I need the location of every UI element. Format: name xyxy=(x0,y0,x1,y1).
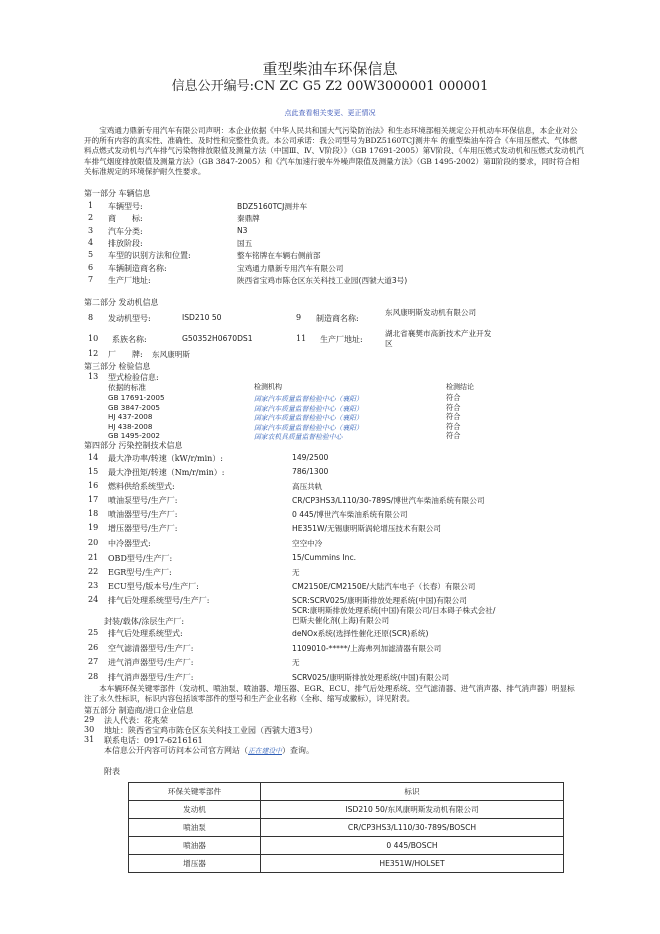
part1-title: 第一部分 车辆信息 xyxy=(84,189,151,198)
legal-rep: 法人代表：花兆荣 xyxy=(104,716,168,725)
test-org[interactable]: 国家汽车质量监督检验中心（襄阳） xyxy=(254,395,363,403)
website-link[interactable]: 正在建设中 xyxy=(248,747,282,755)
website-post: ）查询。 xyxy=(281,746,314,755)
appendix-title: 附表 xyxy=(104,767,120,776)
table-row xyxy=(129,855,564,873)
part-cell: 发动机 xyxy=(129,801,261,819)
n9: 9 xyxy=(296,313,302,322)
result: 符合 xyxy=(446,412,461,421)
phone: 联系电话：0917-6216161 xyxy=(104,736,203,745)
table-row xyxy=(129,801,564,819)
test-org[interactable]: 国家汽车质量监督检验中心（襄阳） xyxy=(254,404,363,413)
item-label: 汽车分类: xyxy=(108,226,143,236)
item-value: 宝鸡通力鼎新专用汽车有限公司 xyxy=(237,263,344,273)
item-number: 2 xyxy=(88,213,94,223)
company-address: 地址：陕西省宝鸡市陈仓区东关科技工业园（西虢大道3号） xyxy=(104,726,318,735)
item-number: 21 xyxy=(88,553,99,562)
address-label: 生产厂地址: xyxy=(320,335,363,344)
system-name: G50352H0670DS1 xyxy=(182,334,253,343)
table-row xyxy=(129,837,564,855)
item-value: 1109010-*****/上海弗列加滤清器有限公司 xyxy=(292,644,442,653)
item-number: 19 xyxy=(88,523,99,532)
part4-title: 第四部分 污染控制技术信息 xyxy=(84,441,183,450)
brand-label: 厂 牌: xyxy=(108,350,143,359)
item-value: 786/1300 xyxy=(292,467,329,476)
item-label: 车辆型号: xyxy=(108,202,143,211)
result: 符合 xyxy=(446,431,461,440)
item-number: 18 xyxy=(88,509,99,518)
item-label: 商 标: xyxy=(108,214,143,224)
part2-title: 第二部分 发动机信息 xyxy=(84,298,159,307)
item-value: 149/2500 xyxy=(292,453,329,462)
marking-note: 本车辆环保关键零部件（发动机、喷油泵、喷油器、增压器、EGR、ECU、排气后处理系统、空气滤清器、进气消声器、排气消声器）明显标注了永久性标识，标识内容包括该零部件的型号和生产企业名称（全称、缩写或徽标），详见附表。 xyxy=(84,684,575,704)
maker-label: 制造商名称: xyxy=(316,314,359,323)
engine-model-label: 发动机型号: xyxy=(108,314,151,323)
n12: 12 xyxy=(88,349,99,358)
item-value: SCRV025/康明斯排放处理系统(中国)有限公司 xyxy=(292,673,450,682)
item-number: 24 xyxy=(88,595,99,604)
item-number: 25 xyxy=(88,628,99,637)
standard: GB 17691-2005 xyxy=(108,393,165,402)
result: 符合 xyxy=(446,393,461,402)
header-mark: 标识 xyxy=(261,783,564,801)
mark-cell: 0 445/BOSCH xyxy=(261,837,564,855)
item-number: 3 xyxy=(88,225,94,235)
item-label: 空气滤清器型号/生产厂: xyxy=(108,644,194,653)
test-org[interactable]: 国家汽车质量监督检验中心（襄阳） xyxy=(254,414,363,422)
changes-link[interactable]: 点此查看相关变更、更正情况 xyxy=(284,109,376,117)
item-label: 封装/载体/涂层生产厂: xyxy=(104,617,185,626)
item-value: CR/CP3HS3/L110/30-789S/博世汽车柴油系统有限公司 xyxy=(292,496,485,505)
item-number: 26 xyxy=(88,643,99,652)
website-pre: 本信息公开内容可访问本公司官方网站（ xyxy=(104,746,248,755)
item-number: 6 xyxy=(88,262,94,272)
item-value: SCR:SCRV025/康明斯排放处理系统(中国)有限公司 xyxy=(292,596,467,605)
item-value: 高压共轨 xyxy=(292,482,323,491)
item-number: 15 xyxy=(88,467,99,476)
n31: 31 xyxy=(84,735,95,744)
item-label: 喷油器型号/生产厂: xyxy=(108,510,178,519)
test-org[interactable]: 国家汽车质量监督检验中心（襄阳） xyxy=(254,423,363,432)
item-value: HE351W/无锡康明斯涡轮增压技术有限公司 xyxy=(292,524,441,533)
test-org[interactable]: 国家农机具质量监督检验中心 xyxy=(254,433,343,441)
standard: HJ 438-2008 xyxy=(108,421,153,431)
item-label: 最大净功率/转速（kW/r/min）: xyxy=(108,454,223,463)
item-label: 排气后处理系统型号/生产厂: xyxy=(108,596,210,605)
n11: 11 xyxy=(296,334,307,343)
item-value: 整车铭牌在车辆右侧前部 xyxy=(237,251,321,261)
mark-cell: CR/CP3HS3/L110/30-789S/BOSCH xyxy=(261,819,564,837)
system-label: 系族名称: xyxy=(112,335,147,344)
item-number: 5 xyxy=(88,250,94,260)
header-org: 检测机构 xyxy=(254,383,282,391)
item-label: 最大净扭矩/转速（Nm/r/min）: xyxy=(108,468,225,477)
item-value: CM2150E/CM2150E/大陆汽车电子（长春）有限公司 xyxy=(292,582,476,591)
item-value: 陕西省宝鸡市陈仓区东关科技工业园(西虢大道3号) xyxy=(237,275,408,285)
item-label: EGR型号/生产厂: xyxy=(108,568,172,577)
item-value: 无 xyxy=(292,568,300,577)
standard: HJ 437-2008 xyxy=(108,412,153,421)
item-label: 排放阶段: xyxy=(108,238,143,248)
header-result: 检测结论 xyxy=(446,383,474,391)
part-cell: 喷油泵 xyxy=(129,819,261,837)
result: 符合 xyxy=(446,402,461,412)
info-number: 信息公开编号:CN ZC G5 Z2 00W3000001 000001 xyxy=(171,79,489,94)
inspection-sub: 型式检验信息: xyxy=(108,373,159,382)
header-standard: 依据的标准 xyxy=(108,383,146,392)
item-number: 7 xyxy=(88,274,94,284)
n10: 10 xyxy=(88,334,99,343)
item-number: 23 xyxy=(88,581,99,590)
item-value: 0 445/博世汽车柴油系统有限公司 xyxy=(292,510,408,519)
appendix-table xyxy=(128,782,564,873)
mark-cell: HE351W/HOLSET xyxy=(261,855,564,873)
item-label: 进气消声器型号/生产厂: xyxy=(108,658,194,667)
engine-brand: 东风康明斯 xyxy=(152,350,190,359)
item-value: 15/Cummins Inc. xyxy=(292,553,357,562)
item-label: 车型的识别方法和位置: xyxy=(108,251,191,261)
n30: 30 xyxy=(84,725,95,734)
engine-maker: 东风康明斯发动机有限公司 xyxy=(385,308,477,317)
table-row xyxy=(129,819,564,837)
item-value: 秦鼎牌 xyxy=(237,214,260,224)
header-part: 环保关键零部件 xyxy=(129,783,261,801)
item-label: 燃料供给系统型式: xyxy=(108,482,175,491)
item-number: 16 xyxy=(88,481,99,490)
item-number: 22 xyxy=(88,567,99,576)
engine-address: 湖北省襄樊市高新技术产业开发区 xyxy=(385,329,492,348)
statement: 宝鸡通力鼎新专用汽车有限公司声明：本企业依据《中华人民共和国大气污染防治法》和生态环境部相关规定公开机动车环保信息，本企业对公开的所有内容的真实性、准确性、及时性和完整性负责。本公司承诺：我公司型号为BDZ5160TCJ测井车 的重型柴油车符合《车用压燃式、气体燃料点燃式发动机与汽车排气污染物排放限值及测量方法（中国Ⅲ、Ⅳ、Ⅴ阶段）》（GB 17691-2005）第Ⅴ阶段、《车用压燃式发动机和压燃式发动机汽车排气烟度排放限值及测量方法》（GB 3847-2005）和《汽车加速行驶车外噪声限值及测量方法》（GB 1495-2002）第Ⅱ阶段的要求，同时符合相关标准规定的环境保护耐久性要求。 xyxy=(84,126,584,176)
item-label: 喷油泵型号/生产厂: xyxy=(108,496,178,505)
item-label: 中冷器型式: xyxy=(108,539,151,548)
item-number: 14 xyxy=(88,453,99,462)
part5-title: 第五部分 制造商/进口企业信息 xyxy=(84,706,194,715)
item-value: N3 xyxy=(237,225,248,235)
item-value: BDZ5160TCJ测井车 xyxy=(237,202,308,211)
item-value: deNOx系统(选择性催化还原(SCR)系统) xyxy=(292,629,429,638)
item-number: 17 xyxy=(88,495,99,504)
item-number: 20 xyxy=(88,538,99,547)
item-number: 4 xyxy=(88,237,94,247)
page-title: 重型柴油车环保信息 xyxy=(262,60,398,78)
mark-cell: ISD210 50/东风康明斯发动机有限公司 xyxy=(261,801,564,819)
n29: 29 xyxy=(84,715,95,724)
item-label: OBD型号/生产厂: xyxy=(108,554,173,563)
standard: GB 3847-2005 xyxy=(108,402,160,412)
result: 符合 xyxy=(446,421,461,431)
table-header-row xyxy=(129,783,564,801)
item-label: 排气消声器型号/生产厂: xyxy=(108,673,194,682)
item-value: 国五 xyxy=(237,238,253,248)
item-label: ECU型号/版本号/生产厂: xyxy=(108,582,199,591)
standard: GB 1495-2002 xyxy=(108,431,160,440)
part-cell: 增压器 xyxy=(129,855,261,873)
item-value: SCR:康明斯排放处理系统(中国)有限公司/日本碍子株式会社/巴斯夫催化剂(上海)有限公司 xyxy=(292,606,496,625)
item-label: 生产厂地址: xyxy=(108,275,151,285)
item-value: 无 xyxy=(292,658,300,667)
part-cell: 喷油器 xyxy=(129,837,261,855)
item-number: 27 xyxy=(88,657,99,666)
item-number: 28 xyxy=(88,672,99,681)
n13: 13 xyxy=(88,372,99,381)
item-number: 1 xyxy=(88,201,94,210)
n8: 8 xyxy=(88,313,94,322)
item-label: 排气后处理系统型式: xyxy=(108,629,183,638)
engine-model: ISD210 50 xyxy=(182,313,222,322)
item-label: 增压器型号/生产厂: xyxy=(108,524,178,533)
item-label: 车辆制造商名称: xyxy=(108,263,167,273)
website-line xyxy=(104,745,314,756)
item-value: 空空中冷 xyxy=(292,539,323,548)
part3-title: 第三部分 检验信息 xyxy=(84,362,151,371)
engine-block xyxy=(0,308,660,367)
